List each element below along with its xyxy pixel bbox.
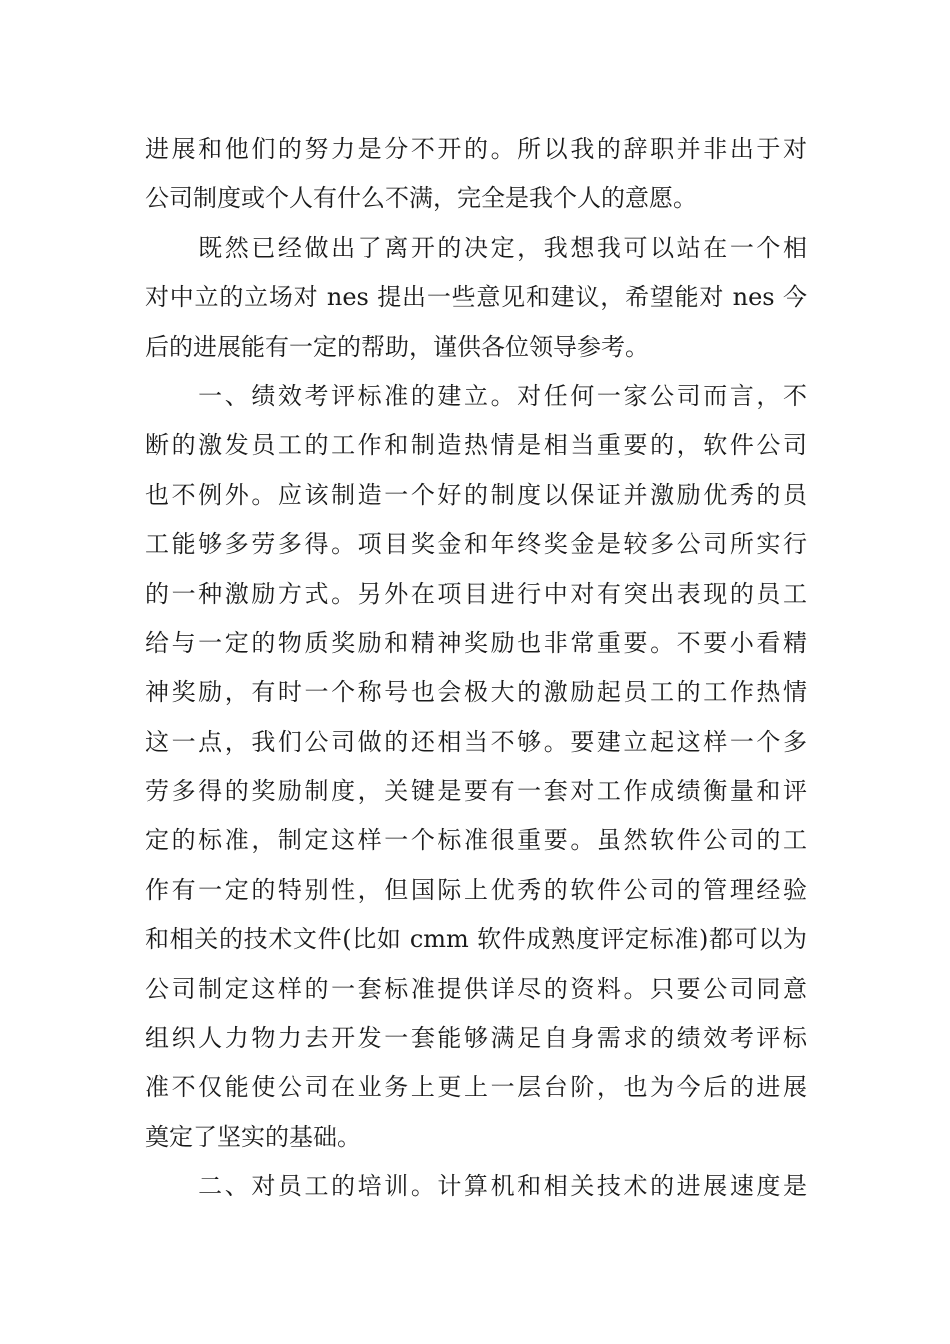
paragraph-decision (145, 224, 807, 372)
text-line: 劳多得的奖励制度，关键是要有一套对工作成绩衡量和评 (145, 777, 807, 806)
text-line: 的一种激励方式。另外在项目进行中对有突出表现的员工 (145, 579, 807, 608)
text-line: 准不仅能使公司在业务上更上一层台阶，也为今后的进展 (145, 1073, 807, 1102)
text-line: 作有一定的特别性，但国际上优秀的软件公司的管理经验 (145, 875, 807, 904)
text-line: 这一点，我们公司做的还相当不够。要建立起这样一个多 (145, 727, 807, 756)
text-line: 神奖励，有时一个称号也会极大的激励起员工的工作热情 (145, 678, 807, 707)
text-line: 进展和他们的努力是分不开的。所以我的辞职并非出于对 (145, 135, 807, 163)
body-text (145, 125, 807, 1212)
text-line: 后的进展能有一定的帮助，谨供各位领导参考。 (145, 332, 649, 361)
paragraph-staff-training (145, 1162, 807, 1211)
text-line: 一、绩效考评标准的建立。对任何一家公司而言，不 (145, 381, 807, 410)
text-line: 工能够多劳多得。项目奖金和年终奖金是较多公司所实行 (145, 530, 807, 559)
paragraph-performance-standards (145, 372, 807, 1162)
text-line: 组织人力物力去开发一套能够满足自身需求的绩效考评标 (145, 1024, 807, 1053)
text-line: 也不例外。应该制造一个好的制度以保证并激励优秀的员 (145, 480, 807, 509)
text-line: 公司制度或个人有什么不满，完全是我个人的意愿。 (145, 184, 697, 213)
text-line: 对中立的立场对 nes 提出一些意见和建议，希望能对 nes 今 (145, 283, 807, 312)
text-line: 既然已经做出了离开的决定，我想我可以站在一个相 (145, 233, 807, 262)
text-line: 断的激发员工的工作和制造热情是相当重要的，软件公司 (145, 431, 807, 460)
text-line: 公司制定这样的一套标准提供详尽的资料。只要公司同意 (145, 974, 807, 1003)
text-line: 定的标准，制定这样一个标准很重要。虽然软件公司的工 (145, 826, 807, 855)
paragraph-continuation (145, 125, 807, 224)
text-line: 二、对员工的培训。计算机和相关技术的进展速度是 (145, 1172, 807, 1201)
text-line: 和相关的技术文件(比如 cmm 软件成熟度评定标准)都可以为 (145, 925, 807, 954)
text-line: 奠定了坚实的基础。 (145, 1122, 361, 1151)
text-line: 给与一定的物质奖励和精神奖励也非常重要。不要小看精 (145, 628, 807, 657)
